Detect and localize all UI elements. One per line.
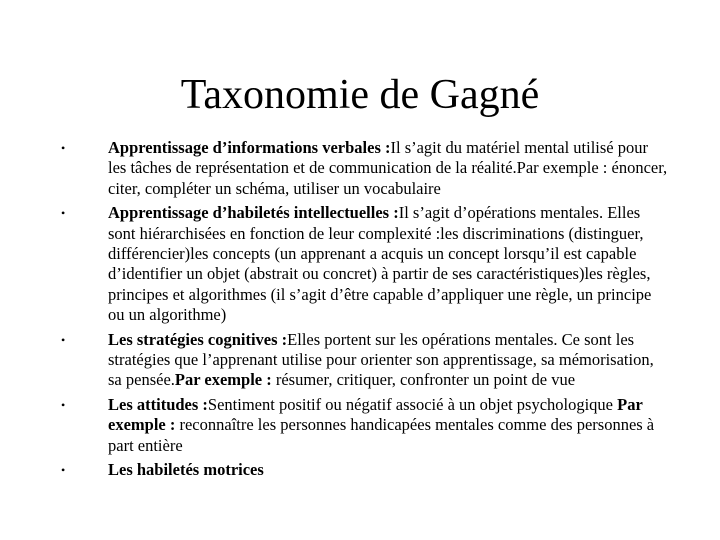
bullet-item-cognitive-strategies — [58, 330, 668, 391]
bullet-item-intellectual-skills — [58, 203, 668, 325]
bullet-text: Elles portent sur les opérations mentales. Ce sont les stratégies que l’apprenant utilise pour orienter son apprentissage, sa mémorisation, sa pensée. — [108, 329, 654, 390]
bullet-icon: • — [61, 463, 66, 478]
bullet-text: Il s’agit du matériel mental utilisé pour les tâches de représentation et de communication de la réalité.Par exemple : énoncer, citer, compléter un schéma, utiliser un vocabulaire — [108, 138, 668, 198]
bullet-item-attitudes — [58, 395, 668, 456]
bullet-example-text: reconnaître les personnes handicapées mentales comme des personnes à part entière — [108, 415, 655, 455]
bullet-term: Apprentissage d’habiletés intellectuelles : — [108, 203, 399, 223]
bullet-item-verbal-information — [58, 138, 668, 199]
bullet-text: Sentiment positif ou négatif associé à un objet psychologique — [207, 394, 618, 414]
bullet-term: Les stratégies cognitives : — [108, 329, 288, 349]
bullet-item-motor-skills — [58, 460, 668, 480]
bullet-icon: • — [61, 206, 66, 221]
bullet-example-term: Par exemple : — [174, 370, 272, 390]
slide-title: Taxonomie de Gagné — [180, 72, 540, 118]
bullet-icon: • — [61, 332, 66, 347]
bullet-text: Il s’agit d’opérations mentales. Elles sont hiérarchisées en fonction de leur complexité :les discriminations (distinguer, différencier)les concepts (un apprenant a acquis un concept lorsqu’il est capable d’identifier un objet (abstrait ou concret) à partir de ses caractéristiques)les règles, principes et algorithmes (il s’agit d’être capable d’appliquer une règle, un principe ou un algorithme) — [108, 203, 652, 325]
bullet-example-text: résumer, critiquer, confronter un point de vue — [271, 370, 576, 390]
bullet-icon: • — [61, 141, 66, 155]
bullet-example-term: Par exemple : — [108, 394, 643, 435]
bullet-icon: • — [61, 397, 66, 412]
bullet-term: Apprentissage d’informations verbales : — [108, 138, 391, 157]
bullet-list — [58, 138, 668, 485]
bullet-term: Les attitudes : — [108, 394, 208, 414]
bullet-term: Les habiletés motrices — [108, 460, 264, 480]
